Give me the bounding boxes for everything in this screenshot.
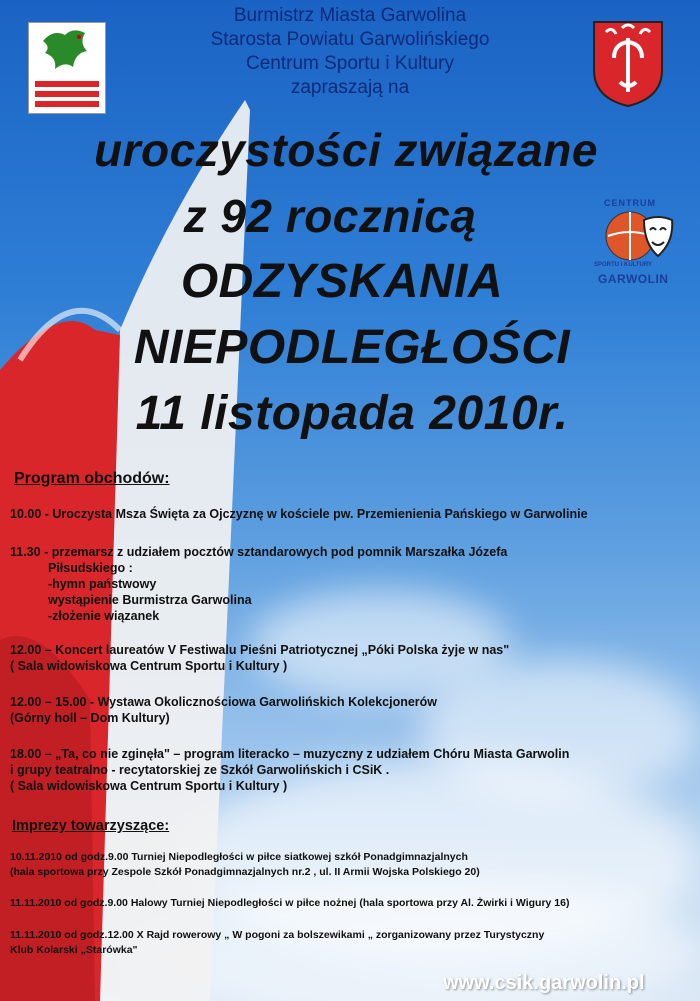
program-item [10,544,507,624]
title-line: z 92 rocznicą [183,190,477,242]
event-line: Klub Kolarski „Starówka" [10,944,138,956]
invite-line: zapraszają na [290,77,410,98]
program-line: -złożenie wiązanek [48,609,160,623]
program-item [10,694,437,726]
event-line: 10.11.2010 od godz.9.00 Turniej Niepodległości w piłce siatkowej szkół Ponadgimnazjalnych [10,851,468,863]
title-line: 11 listopada 2010r. [135,387,569,440]
csik-logo [596,198,686,290]
title-line: uroczystości związane [94,124,598,176]
program-line: (Górny holl – Dom Kultury) [10,711,170,725]
organizer-line: Starosta Powiatu Garwolińskiego [210,29,490,50]
event-line: (hala sportowa przy Zespole Szkół Ponadgimnazjalnych nr.2 , ul. II Armii Wojska Polskiego 20) [10,866,480,878]
event-item [10,896,569,911]
title-line: NIEPODLEGŁOŚCI [133,321,571,374]
csik-city: GARWOLIN [598,272,669,286]
program-line: ( Sala widowiskowa Centrum Sportu i Kultury ) [10,779,288,793]
event-line: 11.11.2010 od godz.12.00 X Rajd rowerowy „ W pogoni za bolszewikami „ zorganizowany przez Turystyczny [10,929,545,941]
event-item [10,928,544,958]
organizer-line: Centrum Sportu i Kultury [245,53,455,74]
program-line: i grupy teatralno - recytatorskiej ze Szkół Garwolińskich i CSiK . [10,763,390,777]
program-line: -hymn państwowy [48,577,157,591]
csik-arc-text: CENTRUM [604,198,656,208]
program-item [10,506,588,522]
program-line: 11.30 - przemarsz z udziałem pocztów sztandarowych pod pomnik Marszałka Józefa [10,545,508,559]
program-line: ( Sala widowiskowa Centrum Sportu i Kultury ) [10,659,288,673]
csik-side-text: SPORTU I KULTURY [594,262,652,268]
program-line: 10.00 - Uroczysta Msza Święta za Ojczyznę w kościele pw. Przemienienia Pańskiego w Garwolinie [10,507,588,521]
program-line: wystąpienie Burmistrza Garwolina [48,593,252,607]
title-line: ODZYSKANIA [180,255,504,308]
program-item [10,642,509,674]
program-line: 18.00 – „Ta, co nie zginęła" – program literacko – muzyczny z udziałem Chóru Miasta Garwolin [10,747,570,761]
events-heading: Imprezy towarzyszące: [12,818,170,834]
program-line: 12.00 – 15.00 - Wystawa Okolicznościowa Garwolińskich Kolekcjonerów [10,695,438,709]
website-link[interactable]: www.csik.garwolin.pl [443,972,645,994]
theatre-mask-icon [596,198,686,268]
event-line: 11.11.2010 od godz.9.00 Halowy Turniej Niepodległości w piłce nożnej (hala sportowa przy Al. Żwirki i Wigury 16) [10,897,570,909]
event-item [10,850,480,880]
program-line: 12.00 – Koncert laureatów V Festiwalu Pieśni Patriotycznej „Póki Polska żyje w nas" [10,643,510,657]
organizer-line: Burmistrz Miasta Garwolina [233,5,467,26]
program-line: Piłsudskiego : [48,561,133,575]
program-item [10,746,569,794]
program-heading: Program obchodów: [14,470,170,487]
